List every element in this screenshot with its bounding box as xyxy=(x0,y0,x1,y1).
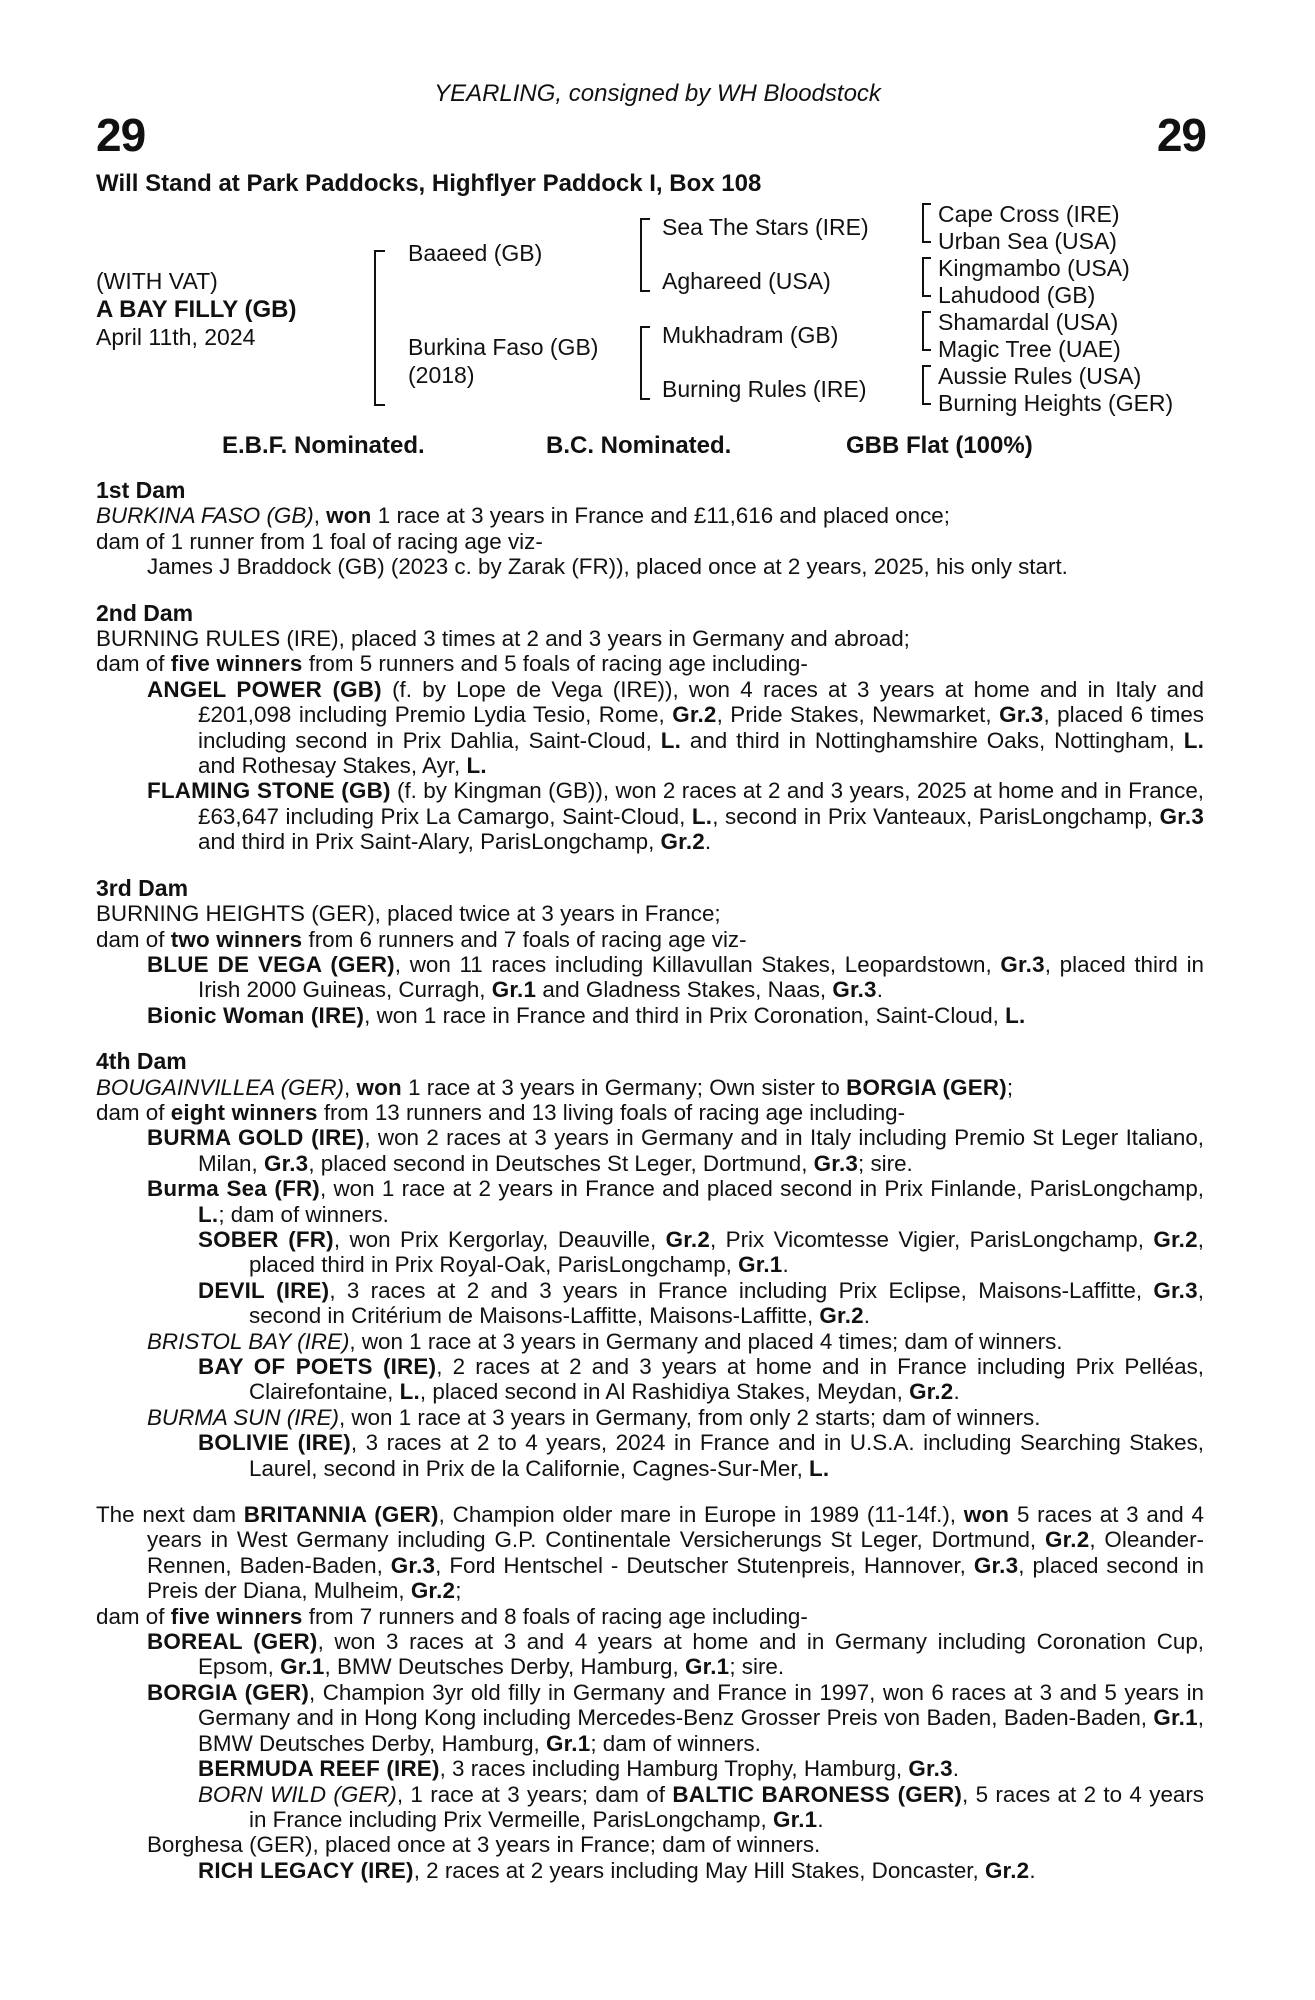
dam-line: BOUGAINVILLEA (GER), won 1 race at 3 years in Germany; Own sister to BORGIA (GER); xyxy=(96,1074,1014,1100)
produce-entry: BURMA GOLD (IRE), won 2 races at 3 years in Germany and in Italy including Premio St Leger Italiano, Milan, Gr.3, placed second in Deutsches St Leger, Dortmund, Gr.3; sire. xyxy=(147,1125,1204,1176)
produce-entry: James J Braddock (GB) (2023 c. by Zarak (FR)), placed once at 2 years, 2025, his only start. xyxy=(147,554,1068,580)
produce-entry: Burma Sea (FR), won 1 race at 2 years in France and placed second in Prix Finlande, ParisLongchamp, L.; dam of winners. xyxy=(147,1176,1204,1227)
consignment-subtitle: YEARLING, consigned by WH Bloodstock xyxy=(434,80,881,107)
brace-g4 xyxy=(922,365,931,405)
section-heading: 2nd Dam xyxy=(96,599,194,626)
gg-4: Lahudood (GB) xyxy=(938,282,1096,308)
gg-3: Kingmambo (USA) xyxy=(938,255,1130,281)
brace-g1 xyxy=(922,203,931,243)
brace-sire xyxy=(640,218,650,292)
produce-entry: ANGEL POWER (GB) (f. by Lope de Vega (IRE)), won 4 races at 3 years at home and in Italy and £201,098 including Premio Lydia Tesio, Rome, Gr.2, Pride Stakes, Newmarket, Gr.3, placed 6 times including second in Prix Dahlia, Saint-Cloud, L. and third in Nottinghamshire Oaks, Nottingham, L. and Rothesay Stakes, Ayr, L. xyxy=(147,676,1204,779)
dam-produce-line: dam of eight winners from 13 runners and 13 living foals of racing age including- xyxy=(96,1099,906,1125)
gg-1: Cape Cross (IRE) xyxy=(938,201,1120,227)
produce-entry: BRISTOL BAY (IRE), won 1 race at 3 years in Germany and placed 4 times; dam of winners. xyxy=(147,1328,1063,1354)
produce-entry: BAY OF POETS (IRE), 2 races at 2 and 3 years at home and in France including Prix Pelléas, Clairefontaine, L., placed second in Al Rashidiya Stakes, Meydan, Gr.2. xyxy=(198,1354,1204,1405)
produce-entry: SOBER (FR), won Prix Kergorlay, Deauville, Gr.2, Prix Vicomtesse Vigier, ParisLongchamp, Gr.2, placed third in Prix Royal-Oak, ParisLongchamp, Gr.1. xyxy=(198,1226,1204,1278)
gg-2: Urban Sea (USA) xyxy=(938,228,1117,254)
third-dam-section xyxy=(96,876,1204,1028)
gg-7: Aussie Rules (USA) xyxy=(938,363,1142,389)
stand-location: Will Stand at Park Paddocks, Highflyer Paddock I, Box 108 xyxy=(96,170,762,197)
sire-name: Baaeed (GB) xyxy=(408,240,543,266)
dam-produce-line: dam of two winners from 6 runners and 7 foals of racing age viz- xyxy=(96,926,747,952)
lot-number-left: 29 xyxy=(96,109,146,161)
dam-name: Burkina Faso (GB) xyxy=(408,334,599,360)
produce-entry: BLUE DE VEGA (GER), won 11 races including Killavullan Stakes, Leopardstown, Gr.3, placed third in Irish 2000 Guineas, Curragh, Gr.1 and Gladness Stakes, Naas, Gr.3. xyxy=(147,951,1205,1003)
ebf-nomination: E.B.F. Nominated. xyxy=(222,432,425,459)
gg-5: Shamardal (USA) xyxy=(938,309,1119,335)
first-dam-section xyxy=(96,478,1204,580)
dam-line: BURNING RULES (IRE), placed 3 times at 2 and 3 years in Germany and abroad; xyxy=(96,626,910,652)
second-dam-section xyxy=(96,601,1204,855)
brace-g3 xyxy=(922,311,931,351)
dam-line: BURKINA FASO (GB), won 1 race at 3 years in France and £11,616 and placed once; xyxy=(96,503,950,529)
gg-8: Burning Heights (GER) xyxy=(938,390,1174,416)
catalogue-body xyxy=(96,478,1204,1904)
lot-name: A BAY FILLY (GB) xyxy=(96,296,297,323)
brace-dam xyxy=(640,326,650,400)
brace-parents xyxy=(374,250,385,406)
produce-entry: FLAMING STONE (GB) (f. by Kingman (GB)), won 2 races at 2 and 3 years, 2025 at home and in France, £63,647 including Prix La Camargo, Saint-Cloud, L., second in Prix Vanteaux, ParisLongchamp, Gr.3 and third in Prix Saint-Alary, ParisLongchamp, Gr.2. xyxy=(147,778,1204,855)
bc-nomination: B.C. Nominated. xyxy=(546,432,732,459)
produce-entry: BOLIVIE (IRE), 3 races at 2 to 4 years, 2024 in France and in U.S.A. including Searching Stakes, Laurel, second in Prix de la Californie, Cagnes-Sur-Mer, L. xyxy=(198,1430,1204,1481)
vat-label: (WITH VAT) xyxy=(96,268,218,294)
lot-dob: April 11th, 2024 xyxy=(96,324,256,350)
dam-dam: Burning Rules (IRE) xyxy=(662,376,867,402)
gg-6: Magic Tree (UAE) xyxy=(938,336,1121,362)
produce-entry: DEVIL (IRE), 3 races at 2 and 3 years in France including Prix Eclipse, Maisons-Laffitte, Gr.3, second in Critérium de Maisons-Laffitte, Maisons-Laffitte, Gr.2. xyxy=(198,1277,1204,1329)
produce-entry: RICH LEGACY (IRE), 2 races at 2 years including May Hill Stakes, Doncaster, Gr.2. xyxy=(198,1857,1036,1883)
produce-entry: BORN WILD (GER), 1 race at 3 years; dam of BALTIC BARONESS (GER), 5 races at 2 to 4 years in France including Prix Vermeille, ParisLongchamp, Gr.1. xyxy=(198,1781,1204,1832)
section-heading: 4th Dam xyxy=(96,1048,187,1075)
dam-sire: Mukhadram (GB) xyxy=(662,322,839,348)
produce-entry: Borghesa (GER), placed once at 3 years in France; dam of winners. xyxy=(147,1832,821,1858)
produce-entry: Bionic Woman (IRE), won 1 race in France and third in Prix Coronation, Saint-Cloud, L. xyxy=(147,1002,1026,1028)
dam-produce-line: dam of 1 runner from 1 foal of racing age viz- xyxy=(96,528,543,554)
dam-produce-line: dam of five winners from 7 runners and 8 foals of racing age including- xyxy=(96,1603,808,1629)
next-dam-section xyxy=(96,1502,1204,1883)
produce-entry: BURMA SUN (IRE), won 1 race at 3 years in Germany, from only 2 starts; dam of winners. xyxy=(147,1404,1041,1430)
lot-number-right: 29 xyxy=(1156,109,1206,161)
dam-line: The next dam BRITANNIA (GER), Champion older mare in Europe in 1989 (11-14f.), won 5 races at 3 and 4 years in West Germany including G.P. Continentale Versicherungs St Leger, Dortmund, Gr.2, Oleander-Rennen, Baden-Baden, Gr.3, Ford Hentschel - Deutscher Stutenpreis, Hannover, Gr.3, placed second in Preis der Diana, Mulheim, Gr.2; xyxy=(96,1502,1205,1604)
section-heading: 1st Dam xyxy=(96,477,186,503)
sire-dam: Aghareed (USA) xyxy=(662,268,831,294)
produce-entry: BERMUDA REEF (IRE), 3 races including Hamburg Trophy, Hamburg, Gr.3. xyxy=(198,1756,959,1782)
sire-sire: Sea The Stars (IRE) xyxy=(662,214,869,240)
section-heading: 3rd Dam xyxy=(96,874,189,901)
brace-g2 xyxy=(922,257,931,297)
fourth-dam-section xyxy=(96,1049,1204,1481)
gbb-status: GBB Flat (100%) xyxy=(846,432,1033,459)
produce-entry: BOREAL (GER), won 3 races at 3 and 4 years at home and in Germany including Coronation Cup, Epsom, Gr.1, BMW Deutsches Derby, Hamburg, Gr.1; sire. xyxy=(147,1629,1205,1680)
dam-line: BURNING HEIGHTS (GER), placed twice at 3 years in France; xyxy=(96,901,721,927)
dam-year: (2018) xyxy=(408,362,475,388)
dam-produce-line: dam of five winners from 5 runners and 5 foals of racing age including- xyxy=(96,651,808,677)
produce-entry: BORGIA (GER), Champion 3yr old filly in Germany and France in 1997, won 6 races at 3 and 5 years in Germany and in Hong Kong including Mercedes-Benz Grosser Preis von Baden, Baden-Baden, Gr.1, BMW Deutsches Derby, Hamburg, Gr.1; dam of winners. xyxy=(147,1679,1204,1756)
